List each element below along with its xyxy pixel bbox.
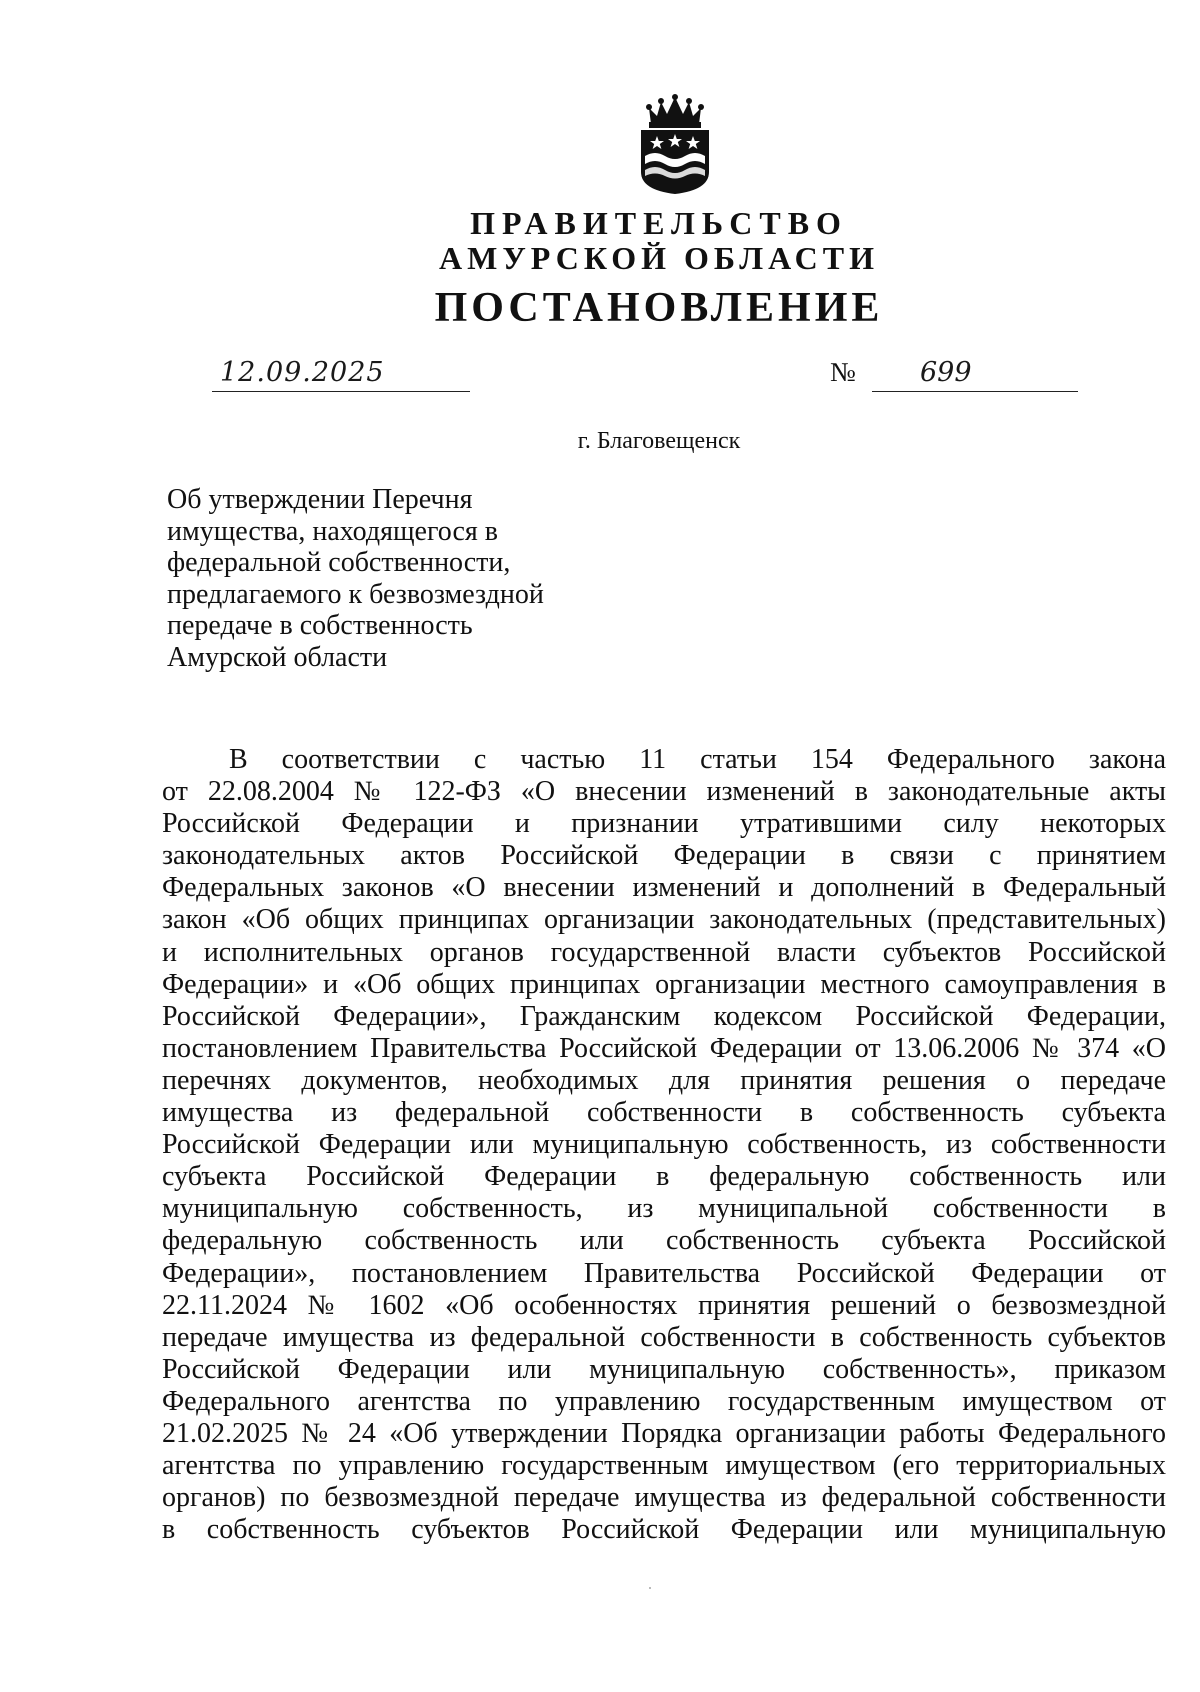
document-subject: Об утверждении Перечня имущества, находящегося в федеральной собственности, предлагаемого к безвозмездной передаче в собственность Амурской области (167, 484, 544, 673)
body-line: агентства по управлению государственным имуществом (его территориальных (162, 1450, 1166, 1482)
body-line: Федерации» и «Об общих принципах организации местного самоуправления в (162, 968, 1166, 1000)
body-line: Федерации», постановлением Правительства Российской Федерации от (162, 1257, 1166, 1289)
body-line: Российской Федерации или муниципальную собственность, из собственности (162, 1129, 1166, 1161)
organization-name-line-2: АМУРСКОЙ ОБЛАСТИ (439, 240, 879, 276)
body-line: постановлением Правительства Российской Федерации от 13.06.2006 № 374 «О (162, 1032, 1166, 1064)
body-line: имущества из федеральной собственности в собственность субъекта (162, 1097, 1166, 1129)
body-paragraph (162, 744, 1166, 1546)
body-line: органов) по безвозмездной передаче имущества из федеральной собственности (162, 1482, 1166, 1514)
scan-artifact (649, 1587, 651, 1589)
body-line: Федерального агентства по управлению государственным имуществом от (162, 1385, 1166, 1417)
city-name: г. Благовещенск (577, 428, 741, 454)
body-line: федеральную собственность или собственность субъекта Российской (162, 1225, 1166, 1257)
number-field (872, 357, 1078, 392)
document-number: 699 (920, 357, 972, 388)
document-type-title: ПОСТАНОВЛЕНИЕ (434, 285, 884, 331)
body-line: Российской Федерации или муниципальную собственность», приказом (162, 1353, 1166, 1385)
body-line: законодательных актов Российской Федерации в связи с принятием (162, 840, 1166, 872)
body-line: субъекта Российской Федерации в федеральную собственность или (162, 1161, 1166, 1193)
organization-name-line-1: ПРАВИТЕЛЬСТВО (470, 205, 848, 241)
body-line: закон «Об общих принципах организации законодательных (представительных) (162, 904, 1166, 936)
document-date: 12.09.2025 (220, 357, 385, 388)
body-line: передаче имущества из федеральной собственности в собственность субъектов (162, 1321, 1166, 1353)
body-line: от 22.08.2004 № 122-ФЗ «О внесении изменений в законодательные акты (162, 776, 1166, 808)
body-line: Федеральных законов «О внесении изменений и дополнений в Федеральный (162, 872, 1166, 904)
body-line: Российской Федерации», Гражданским кодексом Российской Федерации, (162, 1000, 1166, 1032)
date-field (212, 357, 470, 392)
coat-of-arms-emblem (635, 94, 715, 196)
body-line: в собственность субъектов Российской Федерации или муниципальную (162, 1514, 1166, 1546)
body-line: перечнях документов, необходимых для принятия решения о передаче (162, 1064, 1166, 1096)
body-line: 22.11.2024 № 1602 «Об особенностях принятия решений о безвозмездной (162, 1289, 1166, 1321)
body-line: 21.02.2025 № 24 «Об утверждении Порядка организации работы Федерального (162, 1417, 1166, 1449)
body-line: Российской Федерации и признании утратившими силу некоторых (162, 808, 1166, 840)
body-line: и исполнительных органов государственной власти субъектов Российской (162, 936, 1166, 968)
body-line: В соответствии с частью 11 статьи 154 Федерального закона (229, 744, 1166, 775)
number-sign-label: № (830, 357, 856, 387)
body-line: муниципальную собственность, из муниципальной собственности в (162, 1193, 1166, 1225)
